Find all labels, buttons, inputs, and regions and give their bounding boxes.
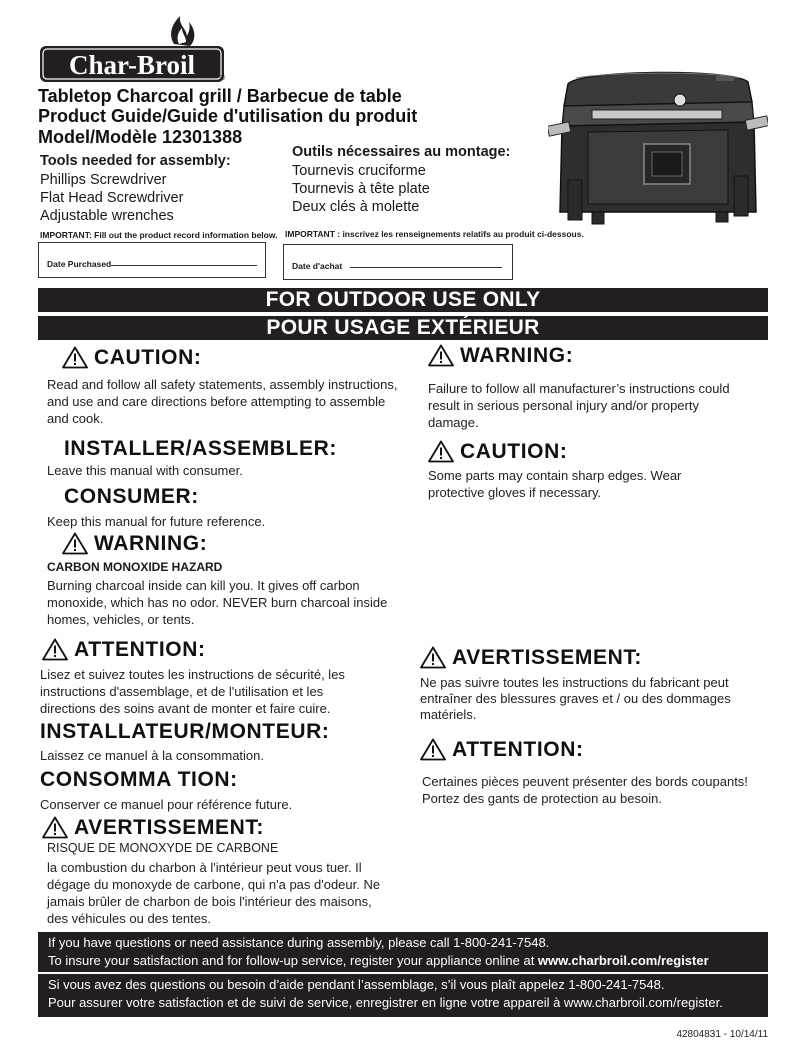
warning-heading-en bbox=[62, 532, 207, 555]
consommation-text: Conserver ce manuel pour référence future. bbox=[40, 797, 293, 812]
tool-item-fr: Deux clés à molette bbox=[292, 199, 420, 215]
tools-heading-fr: Outils nécessaires au montage: bbox=[292, 144, 511, 160]
co-hazard-label: CARBON MONOXIDE HAZARD bbox=[47, 560, 223, 574]
tool-item-en: Flat Head Screwdriver bbox=[40, 190, 184, 206]
installateur-heading: INSTALLATEUR/MONTEUR: bbox=[40, 720, 330, 743]
product-guide-title: Product Guide/Guide d'utilisation du produit bbox=[38, 106, 418, 126]
warning-label: WARNING: bbox=[94, 531, 208, 555]
installer-heading: INSTALLER/ASSEMBLER: bbox=[64, 437, 337, 460]
date-purchased-label: Date Purchased bbox=[47, 259, 112, 269]
warning-triangle-icon bbox=[420, 646, 446, 669]
important-note-fr: IMPORTANT : inscrivez les renseignements relatifs au produit ci-dessous. bbox=[285, 229, 584, 239]
warning-triangle-icon bbox=[428, 440, 454, 463]
date-achat-field[interactable] bbox=[283, 244, 513, 280]
consommation-heading: CONSOMMA TION: bbox=[40, 768, 238, 791]
footer-call-fr: Si vous avez des questions ou besoin d’aide pendant l’assemblage, s’il vous plaît appelez 1-800-241-7548. bbox=[48, 977, 665, 992]
attention-label: ATTENTION: bbox=[74, 637, 206, 661]
product-title: Tabletop Charcoal grill / Barbecue de table bbox=[38, 86, 402, 106]
document-number: 42804831 - 10/14/11 bbox=[676, 1029, 768, 1040]
warning-text-right-en: Failure to follow all manufacturer’s instructions could result in serious personal injury and/or property damage. bbox=[428, 381, 730, 430]
avertissement-text-right-fr: Ne pas suivre toutes les instructions du fabricant peut entraîner des blessures graves et / ou des dommages matériels. bbox=[420, 675, 731, 722]
date-achat-line bbox=[350, 267, 502, 268]
char-broil-logo bbox=[40, 14, 230, 84]
warning-triangle-icon bbox=[428, 344, 454, 367]
model-number: Model/Modèle 12301388 bbox=[38, 127, 243, 147]
caution-heading-right-en bbox=[428, 440, 567, 463]
caution-heading-en bbox=[62, 346, 201, 369]
attention-text-fr: Lisez et suivez toutes les instructions de sécurité, les instructions d'assemblage, et de l'utilisation et les directions des soins avant de monter et faire cuire. bbox=[40, 667, 345, 716]
outdoor-use-band-en: FOR OUTDOOR USE ONLY bbox=[38, 288, 768, 312]
footer-register-fr: Pour assurer votre satisfaction et de suivi de service, enregistrer en ligne votre appareil à www.charbroil.com/register. bbox=[48, 995, 723, 1010]
tool-item-fr: Tournevis cruciforme bbox=[292, 163, 426, 179]
svg-text:®: ® bbox=[220, 75, 226, 82]
date-purchased-field[interactable] bbox=[38, 242, 266, 278]
avertissement-heading-fr bbox=[42, 816, 264, 839]
warning-triangle-icon bbox=[62, 532, 88, 555]
avertissement-heading-right-fr bbox=[420, 646, 642, 669]
warning-triangle-icon bbox=[42, 816, 68, 839]
attention-label: ATTENTION: bbox=[452, 737, 584, 761]
warning-triangle-icon bbox=[62, 346, 88, 369]
avertissement-text-fr: la combustion du charbon à l'intérieur peut vous tuer. Il dégage du monoxyde de carbone, qui n'a pas d'odeur. Ne jamais brûler de charbon de bois l'intérieur des maisons, des véhicules ou des tentes. bbox=[47, 860, 381, 926]
warning-text-en: Burning charcoal inside can kill you. It gives off carbon monoxide, which has no odor. NEVER burn charcoal inside homes, vehicles, or tents. bbox=[47, 578, 388, 627]
grill-illustration bbox=[548, 62, 768, 235]
tool-item-fr: Tournevis à tête plate bbox=[292, 181, 430, 197]
installer-text: Leave this manual with consumer. bbox=[47, 463, 243, 478]
avertissement-label: AVERTISSEMENT: bbox=[74, 815, 265, 839]
caution-label: CAUTION: bbox=[94, 345, 202, 369]
attention-heading-right-fr bbox=[420, 738, 584, 761]
warning-heading-right-en bbox=[428, 344, 573, 367]
tools-heading-en: Tools needed for assembly: bbox=[40, 153, 231, 169]
caution-label: CAUTION: bbox=[460, 439, 568, 463]
register-link-en[interactable]: www.charbroil.com/register bbox=[537, 953, 709, 968]
caution-text-en: Read and follow all safety statements, assembly instructions, and use and care directions before attempting to assemble and cook. bbox=[47, 377, 398, 426]
warning-triangle-icon bbox=[420, 738, 446, 761]
assistance-footer-fr bbox=[38, 973, 768, 1017]
assistance-footer-en bbox=[38, 932, 768, 972]
warning-label: WARNING: bbox=[460, 343, 574, 367]
tool-item-en: Phillips Screwdriver bbox=[40, 172, 167, 188]
risque-co-label: RISQUE DE MONOXYDE DE CARBONE bbox=[47, 841, 279, 855]
attention-heading-fr bbox=[42, 638, 206, 661]
date-achat-label: Date d'achat bbox=[292, 261, 343, 271]
date-purchased-line bbox=[111, 265, 257, 266]
footer-call-en: If you have questions or need assistance during assembly, please call 1-800-241-7548. bbox=[48, 935, 550, 950]
important-note-en: IMPORTANT: Fill out the product record information below. bbox=[40, 230, 278, 240]
footer-register-en: To insure your satisfaction and for follow-up service, register your appliance online at www.charbroil.com/register bbox=[48, 953, 709, 968]
outdoor-use-band-fr: POUR USAGE EXTÉRIEUR bbox=[38, 316, 768, 340]
attention-text-right-fr: Certaines pièces peuvent présenter des bords coupants! Portez des gants de protection au besoin. bbox=[422, 774, 748, 806]
svg-text:Char-Broil: Char-Broil bbox=[69, 50, 195, 80]
tool-item-en: Adjustable wrenches bbox=[40, 208, 174, 224]
installateur-text: Laissez ce manuel à la consommation. bbox=[40, 748, 265, 763]
warning-triangle-icon bbox=[42, 638, 68, 661]
caution-text-right-en: Some parts may contain sharp edges. Wear protective gloves if necessary. bbox=[428, 468, 682, 500]
consumer-heading: CONSUMER: bbox=[64, 485, 199, 508]
consumer-text: Keep this manual for future reference. bbox=[47, 514, 266, 529]
avertissement-label: AVERTISSEMENT: bbox=[452, 645, 643, 669]
